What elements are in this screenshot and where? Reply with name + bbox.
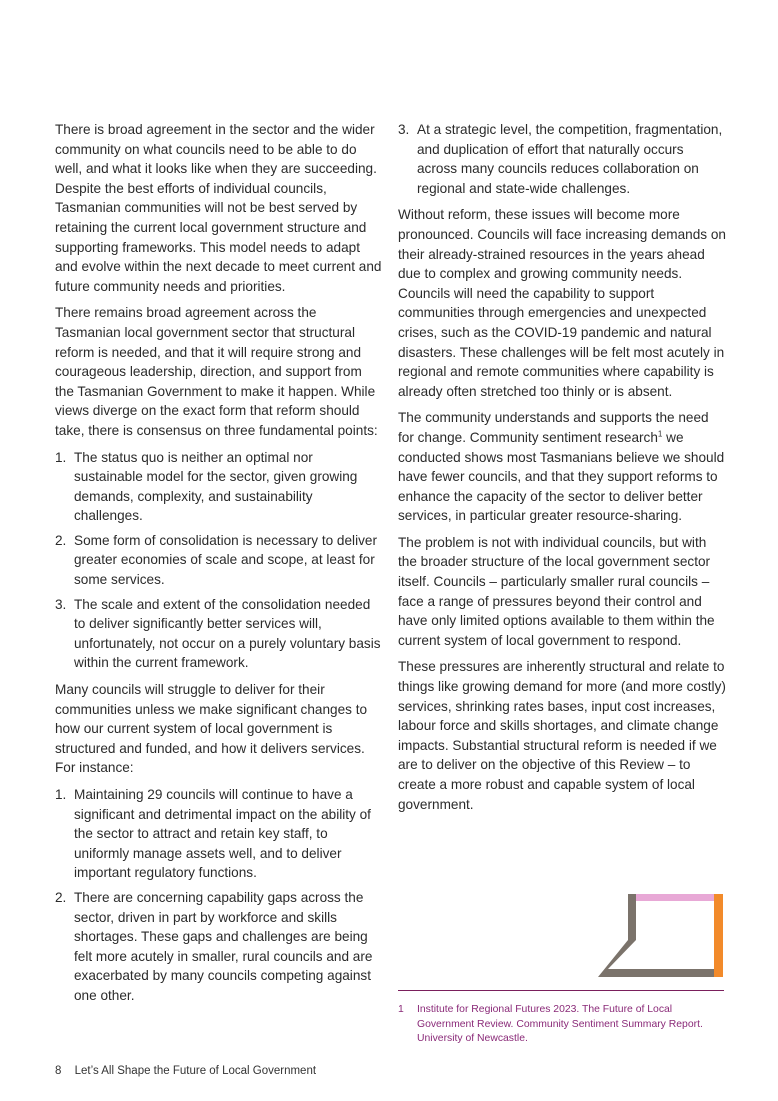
decorative-frame-graphic: [598, 892, 726, 978]
deco-pink-bar: [628, 894, 722, 901]
right-column: [398, 120, 726, 821]
document-title: Let’s All Shape the Future of Local Government: [74, 1065, 317, 1077]
page-number: 8: [55, 1065, 62, 1077]
list-item: 1. The status quo is neither an optimal nor sustainable model for the sector, given growing demands, complexity, and sustainability challenges.: [55, 449, 358, 524]
body-paragraph-5: The community understands and supports the need for change. Community sentiment research$^1$ we conducted shows most Tasmanians believe we should have fewer councils, and that they support reforms to enhance the capacity of the sector to deliver better services, in particular greater resource-sharing.: [398, 410, 725, 524]
footnote: [398, 1003, 728, 1047]
deco-orange-bar: [714, 894, 723, 977]
fundamental-points-list: [55, 448, 383, 674]
body-paragraph-7: These pressures are inherently structural and relate to things like growing demand for more (and more costly) services, shrinking rates bases, input cost increases, labour force and skills shortages, and climate change impacts. Substantial structural reform is needed if we are to deliver on the objective of this Review – to create a more robust and capable system of local government.: [398, 659, 726, 812]
body-paragraph-2: There remains broad agreement across the Tasmanian local government sector that structural reform is needed, and that it will require strong and courageous leadership, direction, and support from the Tasmanian Government to make it happen. While views diverge on the exact form that reform should take, there is consensus on three fundamental points:: [55, 305, 378, 438]
page-footer: [55, 1065, 316, 1077]
list-item: 2. There are concerning capability gaps across the sector, driven in part by workforce and skills shortages. These gaps and challenges are being felt more acutely in smaller, rural councils and are exacerbated by many councils competing against one other.: [55, 889, 373, 1003]
list-item: 1. Maintaining 29 councils will continue to have a significant and detrimental impact on the ability of the sector to attract and retain key staff, to uniformly manage assets well, and to deliver important regulatory functions.: [55, 787, 371, 881]
list-item: 3. At a strategic level, the competition, fragmentation, and duplication of effort that naturally occurs across many councils reduces collaboration on regional and state-wide challenges.: [398, 122, 723, 196]
left-column: [55, 120, 383, 1013]
body-paragraph-1: There is broad agreement in the sector and the wider community on what councils need to be able to do well, and what it looks like when they are succeeding. Despite the best efforts of individual councils, Tasmanian communities will not be best served by retaining the current local government structure and supporting frameworks. This model needs to adapt and evolve within the next decade to meet current and future community needs and priorities.: [55, 122, 382, 294]
footnote-text: Institute for Regional Futures 2023. The Future of Local Government Review. Community Sentiment Summary Report. University of Newcastle.: [417, 1004, 703, 1044]
instances-list: [55, 785, 383, 1006]
body-paragraph-6: The problem is not with individual councils, but with the broader structure of the local government sector itself. Councils – particularly smaller rural councils – face a range of pressures beyond their control and have only limited options available to them within the current system of local government to respond.: [398, 534, 715, 648]
body-paragraph-3: Many councils will struggle to deliver for their communities unless we make significant changes to how our current system of local government is structured and funded, and how it delivers services. For instance:: [55, 682, 368, 776]
list-item: 2. Some form of consolidation is necessary to deliver greater economies of scale and scope, at least for some services.: [55, 532, 377, 588]
footnote-divider: [398, 990, 724, 991]
footnote-number: 1: [398, 1004, 404, 1015]
footnote-reference[interactable]: 1: [657, 429, 663, 439]
list-item: 3. The scale and extent of the consolidation needed to deliver significantly better services will, unfortunately, not occur on a purely voluntary basis within the current framework.: [55, 596, 381, 671]
instances-list-continued: [398, 120, 726, 198]
deco-grey-bracket: [598, 894, 714, 977]
body-paragraph-4: Without reform, these issues will become more pronounced. Councils will face increasing demands on their already-strained resources in the years ahead due to complex and growing community needs. Councils will need the capability to support communities through emergencies and unexpected crises, such as the COVID-19 pandemic and natural disasters. These challenges will be felt most acutely in regional and remote communities where capability is already often stretched too thinly or is absent.: [398, 207, 726, 399]
